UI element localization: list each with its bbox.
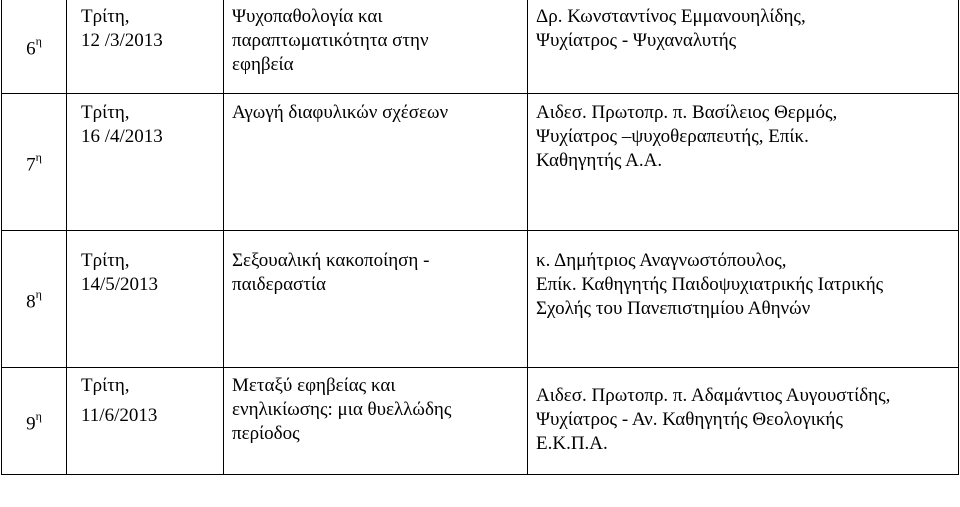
speaker-line: Ψυχίατρος - Ψυχαναλυτής: [536, 30, 737, 51]
lecture-day: Τρίτη,: [81, 375, 130, 396]
ordinal-suffix: η: [35, 149, 42, 164]
lecture-number-cell: [2, 231, 67, 368]
lecture-number-cell: [2, 0, 67, 94]
speaker-line: Ψυχίατρος - Αν. Καθηγητής Θεολογικής: [536, 409, 843, 430]
lecture-date-cell: [67, 368, 224, 475]
lecture-date-cell: [67, 231, 224, 368]
lecture-topic-cell: [224, 368, 528, 475]
table-row: [2, 368, 959, 475]
speaker-line: Επίκ. Καθηγητής Παιδοψυχιατρικής Ιατρικής: [536, 274, 884, 295]
lecture-number-cell: [2, 94, 67, 231]
lecture-speaker-cell: [528, 0, 959, 94]
speaker-line: κ. Δημήτριος Αναγνωστόπουλος,: [536, 250, 787, 271]
lecture-number: 7: [26, 154, 36, 176]
speaker-line: Ψυχίατρος –ψυχοθεραπευτής, Επίκ.: [536, 126, 809, 147]
speaker-line: Αιδεσ. Πρωτοπρ. π. Βασίλειος Θερμός,: [536, 102, 838, 123]
topic-line: Σεξουαλική κακοποίηση -: [232, 250, 430, 271]
lecture-number-cell: [2, 368, 67, 475]
speaker-line: Δρ. Κωνσταντίνος Εμμανουηλίδης,: [536, 6, 806, 27]
lecture-speaker-cell: [528, 368, 959, 475]
lecture-day: Τρίτη,: [81, 250, 130, 271]
lecture-date: 16 /4/2013: [81, 126, 163, 147]
lecture-topic-cell: [224, 0, 528, 94]
speaker-line: Ε.Κ.Π.Α.: [536, 433, 608, 454]
table-row: [2, 0, 959, 94]
topic-line: Αγωγή διαφυλικών σχέσεων: [232, 102, 449, 123]
lecture-date: 12 /3/2013: [81, 30, 163, 51]
lecture-speaker-cell: [528, 231, 959, 368]
lecture-day: Τρίτη,: [81, 102, 130, 123]
lecture-topic-cell: [224, 231, 528, 368]
topic-line: παιδεραστία: [232, 274, 326, 295]
topic-line: εφηβεία: [232, 54, 294, 75]
topic-line: περίοδος: [232, 423, 300, 444]
lecture-topic-cell: [224, 94, 528, 231]
lecture-number: 8: [26, 291, 36, 313]
lecture-number: 9: [26, 413, 36, 435]
lecture-date-cell: [67, 94, 224, 231]
lecture-date: 14/5/2013: [81, 274, 159, 295]
topic-line: Μεταξύ εφηβείας και: [232, 375, 396, 396]
speaker-line: Αιδεσ. Πρωτοπρ. π. Αδαμάντιος Αυγουστίδης,: [536, 385, 891, 406]
table-row: [2, 94, 959, 231]
topic-line: ενηλικίωσης: μια θυελλώδης: [232, 399, 452, 420]
topic-line: Ψυχοπαθολογία και: [232, 6, 383, 27]
ordinal-suffix: η: [35, 408, 42, 423]
speaker-line: Καθηγητής Α.Α.: [536, 150, 663, 171]
lecture-number: 6: [26, 38, 36, 60]
lecture-speaker-cell: [528, 94, 959, 231]
lecture-schedule-table: [1, 0, 959, 475]
ordinal-suffix: η: [35, 286, 42, 301]
ordinal-suffix: η: [35, 34, 42, 49]
topic-line: παραπτωματικότητα στην: [232, 30, 429, 51]
table-row: [2, 231, 959, 368]
lecture-day: Τρίτη,: [81, 6, 130, 27]
lecture-date-cell: [67, 0, 224, 94]
lecture-date: 11/6/2013: [81, 405, 158, 426]
speaker-line: Σχολής του Πανεπιστημίου Αθηνών: [536, 298, 811, 319]
